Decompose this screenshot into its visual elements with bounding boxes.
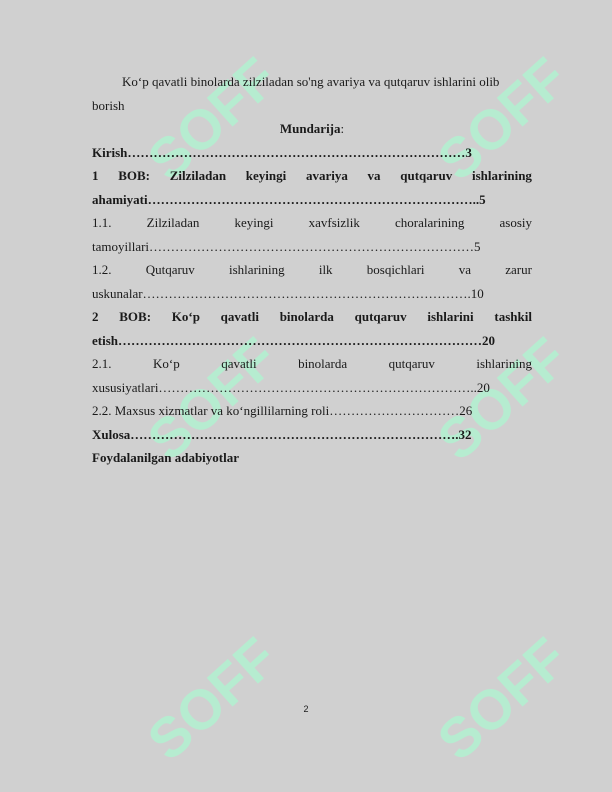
toc-word: ishlarining (476, 356, 532, 371)
toc-word: qutqaruv (388, 356, 435, 371)
toc-word: 2.1. (92, 356, 112, 371)
toc-word: BOB: (119, 309, 152, 324)
toc-word: choralarining (395, 215, 465, 230)
toc-chapter1-cont: ahamiyati…………………………………………………………………..5 (92, 191, 486, 207)
toc-word: Qutqaruv (145, 262, 195, 277)
toc-word: Ko‘p (171, 309, 200, 324)
toc-word: ishlarining (229, 262, 285, 277)
svg-text:SOFF: SOFF (425, 325, 560, 470)
toc-section-1-1-cont: tamoyillari…………………………………………………………………5 (92, 238, 481, 254)
toc-word: ishlarining (471, 168, 532, 183)
svg-text:SOFF: SOFF (135, 45, 270, 190)
contents-heading: Mundarija: (279, 121, 345, 136)
toc-word: qutqaruv (400, 168, 453, 183)
toc-word: 1 (92, 168, 99, 183)
toc-word: 1.1. (92, 215, 112, 230)
toc-intro: Kirish……………………………………………………………………3 (92, 144, 472, 160)
toc-word: 1.2. (92, 262, 112, 277)
toc-word: binolarda (279, 309, 334, 324)
watermark-logo (380, 620, 560, 770)
document-content (92, 70, 532, 470)
toc-word: keyingi (234, 215, 274, 230)
toc-word: BOB: (118, 168, 150, 183)
toc-section-2-1 (92, 352, 532, 376)
toc-word: bosqichlari (366, 262, 425, 277)
toc-word: ilk (318, 262, 333, 277)
toc-section-1-1 (92, 211, 532, 235)
toc-word: keyingi (245, 168, 287, 183)
toc-word: xavfsizlik (308, 215, 360, 230)
toc-section-1-2-cont: uskunalar………………………………………………………………….10 (92, 285, 484, 301)
document-title: Ko‘p qavatli binolarda zilziladan so'ng avariya va qutqaruv ishlarini olib (122, 74, 500, 89)
toc-section-1-2 (92, 258, 532, 282)
toc-word: zarur (505, 262, 532, 277)
toc-word: qutqaruv (354, 309, 407, 324)
toc-word: Zilziladan (169, 168, 227, 183)
page-number: 2 (303, 704, 309, 714)
svg-text:SOFF: SOFF (425, 45, 560, 190)
toc-chapter2 (92, 305, 532, 329)
toc-section-2-2: 2.2. Maxsus xizmatlar va ko‘ngillilarning roli…………………………26 (92, 403, 473, 418)
toc-word: binolarda (298, 356, 348, 371)
svg-text:SOFF: SOFF (135, 625, 270, 770)
toc-word: Ko‘p (152, 356, 180, 371)
toc-word: Zilziladan (146, 215, 200, 230)
toc-section-2-1-cont: xususiyatlari………………………………………………………………..20 (92, 379, 490, 395)
toc-word: qavatli (220, 309, 259, 324)
toc-word: tashkil (494, 309, 532, 324)
svg-text:SOFF: SOFF (135, 325, 270, 470)
document-title-cont: borish (92, 97, 125, 113)
toc-word: asosiy (499, 215, 532, 230)
toc-word: va (458, 262, 472, 277)
toc-chapter2-cont: etish…………………………………………………………………………20 (92, 332, 495, 348)
toc-word: avariya (305, 168, 348, 183)
toc-word: va (367, 168, 381, 183)
svg-text:SOFF: SOFF (425, 625, 560, 770)
toc-word: 2 (92, 309, 99, 324)
toc-word: ishlarini (427, 309, 474, 324)
toc-conclusion: Xulosa………………………………………………………………….32 (92, 426, 472, 442)
toc-word: qavatli (221, 356, 257, 371)
toc-references: Foydalanilgan adabiyotlar (92, 450, 239, 465)
watermark-logo (90, 620, 270, 770)
toc-chapter1 (92, 164, 532, 188)
